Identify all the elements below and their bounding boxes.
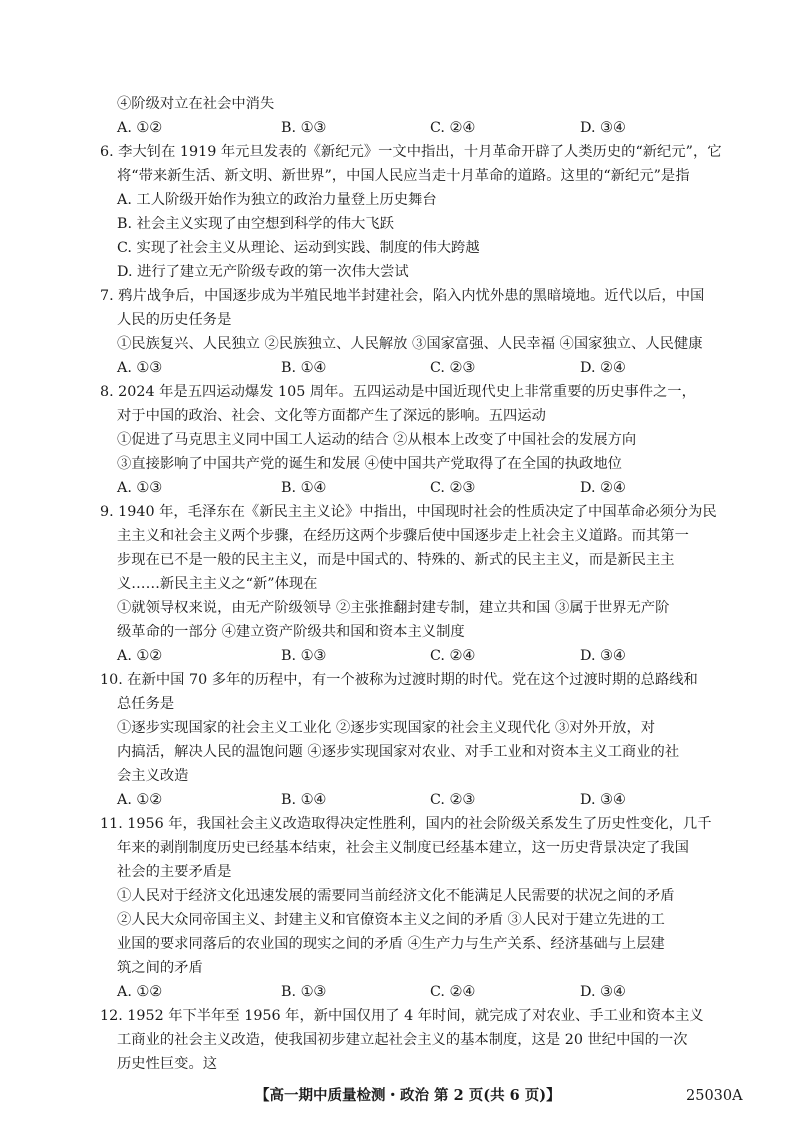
q11-items-line-2: ②人民大众同帝国主义、封建主义和官僚资本主义之间的矛盾 ③人民对于建立先进的工	[117, 912, 665, 928]
q10-option-a: A. ①②	[117, 792, 163, 808]
q8-option-c: C. ②③	[430, 480, 476, 496]
q7-items: ①民族复兴、人民独立 ②民族独立、人民解放 ③国家富强、人民幸福 ④国家独立、人民健康	[117, 336, 703, 352]
q7-option-d: D. ②④	[580, 360, 626, 376]
q11-option-c: C. ②④	[430, 984, 476, 1000]
q10-items-line-3: 会主义改造	[117, 768, 189, 784]
q8-stem-line-2: 对于中国的政治、社会、文化等方面都产生了深远的影响。五四运动	[117, 408, 546, 424]
q10-option-b: B. ①④	[281, 792, 327, 808]
footer-paper-code: 25030A	[686, 1088, 743, 1104]
q11-stem-line-2: 年来的剥削制度历史已经基本结束，社会主义制度已经基本建立，这一历史背景决定了我国	[117, 840, 689, 856]
q5-option-c: C. ②④	[430, 120, 476, 136]
q10-items-line-1: ①逐步实现国家的社会主义工业化 ②逐步实现国家的社会主义现代化 ③对外开放，对	[117, 720, 656, 736]
q7-option-b: B. ①④	[281, 360, 327, 376]
q6-choice-b: B. 社会主义实现了由空想到科学的伟大飞跃	[117, 216, 394, 232]
q5-option-b: B. ①③	[281, 120, 327, 136]
q10-stem-line-2: 总任务是	[117, 696, 175, 712]
q7-option-c: C. ②③	[430, 360, 476, 376]
q8-items-line-2: ③直接影响了中国共产党的诞生和发展 ④使中国共产党取得了在全国的执政地位	[117, 456, 622, 472]
q11-items-line-3: 业国的要求同落后的农业国的现实之间的矛盾 ④生产力与生产关系、经济基础与上层建	[117, 936, 665, 952]
q9-option-c: C. ②④	[430, 648, 476, 664]
q12-stem-line-3: 历史性巨变。这	[117, 1056, 218, 1072]
q8-option-a: A. ①③	[117, 480, 163, 496]
q11-items-line-1: ①人民对于经济文化迅速发展的需要同当前经济文化不能满足人民需要的状况之间的矛盾	[117, 888, 675, 904]
q8-items-line-1: ①促进了马克思主义同中国工人运动的结合 ②从根本上改变了中国社会的发展方向	[117, 432, 637, 448]
q8-stem-line-1: 8. 2024 年是五四运动爆发 105 周年。五四运动是中国近现代史上非常重要的历史事件之一，	[100, 384, 696, 400]
q8-option-b: B. ①④	[281, 480, 327, 496]
q7-stem-line-2: 人民的历史任务是	[117, 312, 232, 328]
q9-option-a: A. ①②	[117, 648, 163, 664]
q11-option-a: A. ①②	[117, 984, 163, 1000]
q6-stem-line-2: 将“带来新生活、新文明、新世界”，中国人民应当走十月革命的道路。这里的“新纪元”是指	[117, 168, 690, 184]
q9-stem-line-3: 步现在已不是一般的民主主义，而是中国式的、特殊的、新式的民主主义，而是新民主主	[117, 552, 675, 568]
q9-option-b: B. ①③	[281, 648, 327, 664]
q5-item-4: ④阶级对立在社会中消失	[117, 96, 275, 112]
q11-option-d: D. ③④	[580, 984, 626, 1000]
q9-option-d: D. ③④	[580, 648, 626, 664]
q10-stem-line-1: 10. 在新中国 70 多年的历程中，有一个被称为过渡时期的时代。党在这个过渡时期的总路线和	[100, 672, 698, 688]
q12-stem-line-2: 工商业的社会主义改造，使我国初步建立起社会主义的基本制度，这是 20 世纪中国的一次	[117, 1032, 688, 1048]
q11-items-line-4: 筑之间的矛盾	[117, 960, 203, 976]
q9-stem-line-2: 主主义和社会主义两个步骤，在经历这两个步骤后使中国逐步走上社会主义道路。而其第一	[117, 528, 689, 544]
q5-option-a: A. ①②	[117, 120, 163, 136]
q6-choice-a: A. 工人阶级开始作为独立的政治力量登上历史舞台	[117, 192, 437, 208]
q9-stem-line-1: 9. 1940 年，毛泽东在《新民主主义论》中指出，中国现时社会的性质决定了中国革命必须分为民	[100, 504, 717, 520]
q10-items-line-2: 内搞活，解决人民的温饱问题 ④逐步实现国家对农业、对手工业和对资本主义工商业的社	[117, 744, 680, 760]
q10-option-d: D. ③④	[580, 792, 626, 808]
footer-page-info: 【高一期中质量检测・政治 第 2 页(共 6 页)】	[255, 1087, 561, 1104]
q9-items-line-1: ①就领导权来说，由无产阶级领导 ②主张推翻封建专制，建立共和国 ③属于世界无产阶	[117, 600, 670, 616]
q5-option-d: D. ③④	[580, 120, 626, 136]
q11-stem-line-3: 社会的主要矛盾是	[117, 864, 232, 880]
q6-choice-d: D. 进行了建立无产阶级专政的第一次伟大尝试	[117, 264, 409, 280]
q12-stem-line-1: 12. 1952 年下半年至 1956 年，新中国仅用了 4 年时间，就完成了对农业、手工业和资本主义	[100, 1008, 704, 1024]
q9-stem-line-4: 义……新民主主义之“新”体现在	[117, 576, 318, 592]
q11-option-b: B. ①③	[281, 984, 327, 1000]
q11-stem-line-1: 11. 1956 年，我国社会主义改造取得决定性胜利，国内的社会阶级关系发生了历史性变化，几千	[100, 816, 712, 832]
q7-stem-line-1: 7. 鸦片战争后，中国逐步成为半殖民地半封建社会，陷入内忧外患的黑暗境地。近代以后，中国	[100, 288, 705, 304]
q8-option-d: D. ②④	[580, 480, 626, 496]
q6-stem-line-1: 6. 李大钊在 1919 年元旦发表的《新纪元》一文中指出，十月革命开辟了人类历史的“新纪元”，它	[100, 144, 722, 160]
q9-items-line-2: 级革命的一部分 ④建立资产阶级共和国和资本主义制度	[117, 624, 465, 640]
q7-option-a: A. ①③	[117, 360, 163, 376]
q6-choice-c: C. 实现了社会主义从理论、运动到实践、制度的伟大跨越	[117, 240, 480, 256]
q10-option-c: C. ②③	[430, 792, 476, 808]
